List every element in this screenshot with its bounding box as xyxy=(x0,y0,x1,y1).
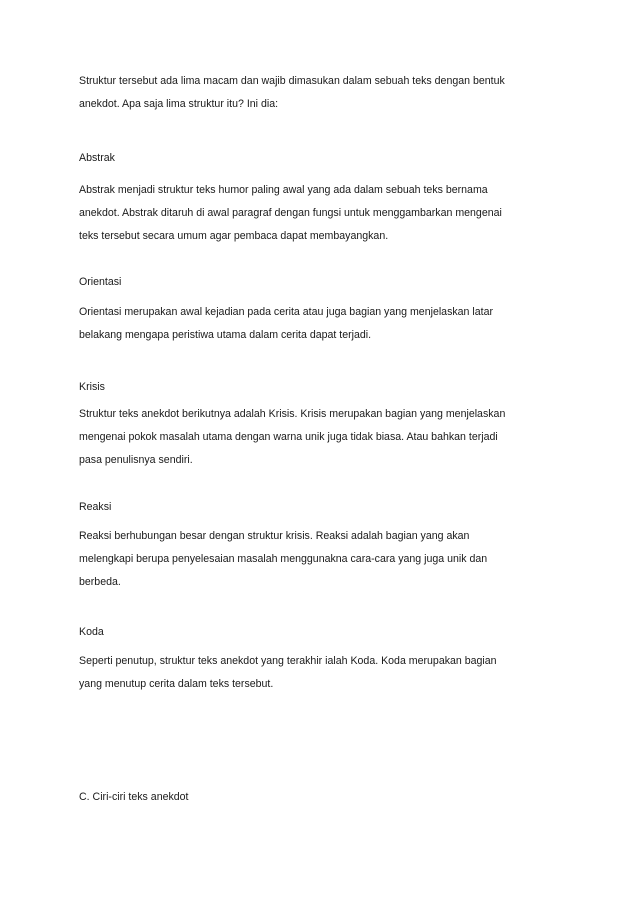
section-body-krisis xyxy=(79,403,569,472)
intro-line: anekdot. Apa saja lima struktur itu? Ini dia: xyxy=(79,98,279,110)
body-line: Abstrak menjadi struktur teks humor paling awal yang ada dalam sebuah teks bernama xyxy=(79,184,488,196)
section-heading-krisis: Krisis xyxy=(79,381,105,393)
section-body-abstrak xyxy=(79,179,569,248)
body-line: melengkapi berupa penyelesaian masalah menggunakna cara-cara yang juga unik dan xyxy=(79,553,488,565)
section-body-orientasi xyxy=(79,301,569,347)
final-heading: C. Ciri-ciri teks anekdot xyxy=(79,791,189,803)
body-line: yang menutup cerita dalam teks tersebut. xyxy=(79,678,274,690)
body-line: anekdot. Abstrak ditaruh di awal paragraf dengan fungsi untuk menggambarkan mengenai xyxy=(79,207,502,219)
body-line: belakang mengapa peristiwa utama dalam cerita dapat terjadi. xyxy=(79,329,372,341)
body-line: teks tersebut secara umum agar pembaca dapat membayangkan. xyxy=(79,230,389,242)
body-line: Seperti penutup, struktur teks anekdot yang terakhir ialah Koda. Koda merupakan bagian xyxy=(79,655,497,667)
section-heading-orientasi: Orientasi xyxy=(79,276,122,288)
body-line: mengenai pokok masalah utama dengan warna unik juga tidak biasa. Atau bahkan terjadi xyxy=(79,431,498,443)
section-heading-reaksi: Reaksi xyxy=(79,501,112,513)
section-body-koda xyxy=(79,650,569,696)
body-line: Orientasi merupakan awal kejadian pada cerita atau juga bagian yang menjelaskan latar xyxy=(79,306,494,318)
body-line: Reaksi berhubungan besar dengan struktur krisis. Reaksi adalah bagian yang akan xyxy=(79,530,470,542)
intro-line: Struktur tersebut ada lima macam dan wajib dimasukan dalam sebuah teks dengan bentuk xyxy=(79,75,505,87)
section-body-reaksi xyxy=(79,525,569,594)
body-line: pasa penulisnya sendiri. xyxy=(79,454,193,466)
intro-paragraph xyxy=(79,70,569,116)
section-heading-abstrak: Abstrak xyxy=(79,152,115,164)
body-line: Struktur teks anekdot berikutnya adalah Krisis. Krisis merupakan bagian yang menjelaskan xyxy=(79,408,506,420)
body-line: berbeda. xyxy=(79,576,121,588)
section-heading-koda: Koda xyxy=(79,626,104,638)
